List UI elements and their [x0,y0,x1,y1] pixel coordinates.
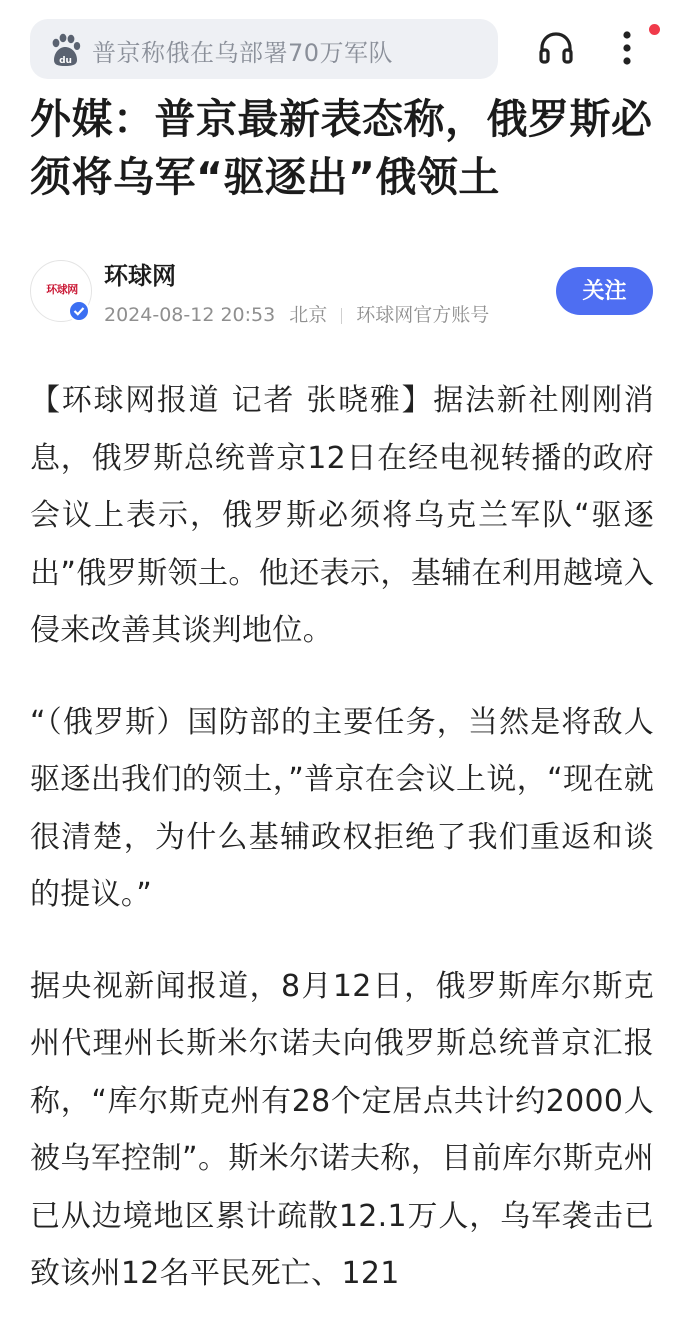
search-bar[interactable] [30,19,498,79]
avatar-logo-text: 环球网 [46,283,78,296]
article-meta [104,300,503,327]
account-type: 环球网官方账号 [356,304,490,326]
search-query-text: 普京称俄在乌部署70万军队 [92,39,394,67]
author-name[interactable]: 环球网 [104,262,176,290]
meta-divider [341,308,342,324]
author-row [0,250,682,340]
article-paragraph: 【环球网报道 记者 张晓雅】据法新社刚刚消息，俄罗斯总统普京12日在经电视转播的政府会议上表示，俄罗斯必须将乌克兰军队“驱逐出”俄罗斯领土。他还表示，基辅在利用越境入侵来改善其谈判地位。 [30,383,654,648]
baidu-paw-icon [48,33,82,67]
svg-text:du: du [59,56,72,66]
publish-date: 2024-08-12 20:53 [104,304,276,326]
verified-badge-icon [68,300,90,322]
article-headline: 外媒：普京最新表态称，俄罗斯必须将乌军“驱逐出”俄领土 [30,95,653,201]
article-body [30,372,654,1337]
article-paragraph: 据央视新闻报道，8月12日，俄罗斯库尔斯克州代理州长斯米尔诺夫向俄罗斯总统普京汇报称，“库尔斯克州有28个定居点共计约2000人被乌军控制”。斯米尔诺夫称，目前库尔斯克州已从边境地区累计疏散12.1万人，乌军袭击已致该州12名平民死亡、121 [30,968,654,1291]
notification-dot [649,24,660,35]
article-paragraph: “（俄罗斯）国防部的主要任务，当然是将敌人驱逐出我们的领土，”普京在会议上说，“现在就很清楚，为什么基辅政权拒绝了我们重返和谈的提议。” [30,704,654,912]
publish-location: 北京 [289,304,328,326]
follow-button[interactable]: 关注 [556,267,653,315]
more-vertical-icon[interactable] [612,24,642,72]
headset-icon[interactable] [536,28,576,68]
top-bar [0,0,682,90]
